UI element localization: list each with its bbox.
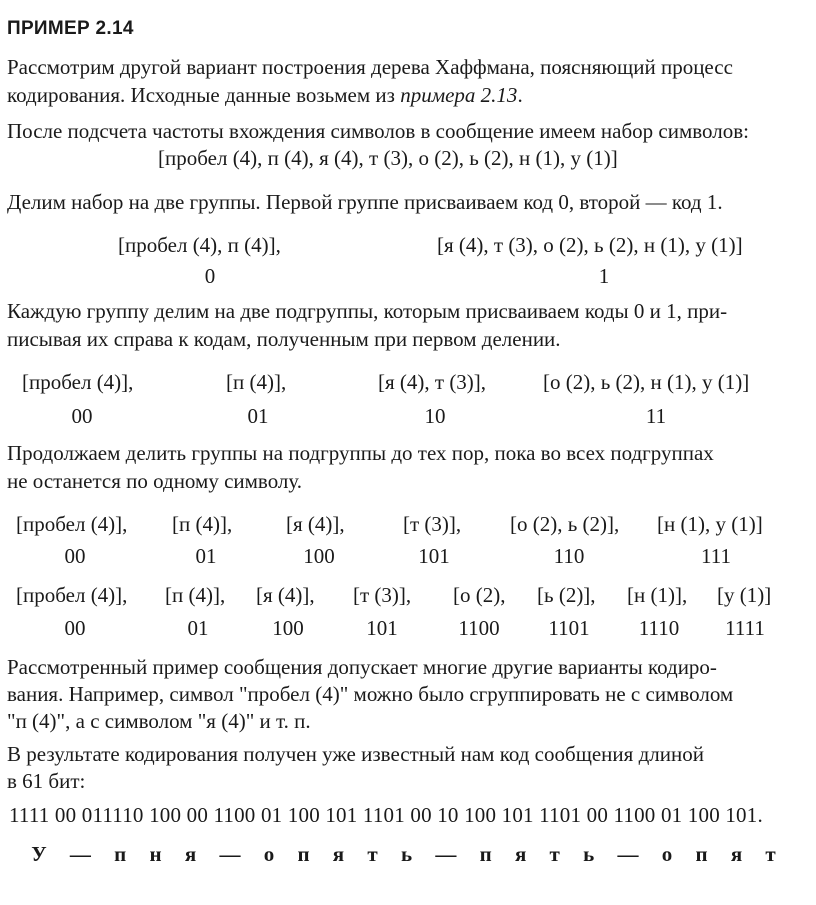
level2-code: 00: [71, 404, 93, 428]
level4-group: [у (1)]: [717, 583, 772, 607]
para2-line1: После подсчета частоты вхождения символов в сообщение имеем набор символов:: [7, 119, 749, 143]
encoded-message: 1111 00 011110 100 00 1100 01 100 101 1101 00 10 100 101 1101 00 1100 01 100 101.: [9, 803, 763, 827]
symbol-set: [пробел (4), п (4), я (4), т (3), о (2), ь (2), н (1), у (1)]: [158, 146, 618, 170]
level1-group: [я (4), т (3), о (2), ь (2), н (1), у (1)]: [437, 233, 743, 257]
level2-code: 01: [247, 404, 269, 428]
level3-group: [я (4)],: [286, 512, 345, 536]
level3-code: 111: [701, 544, 731, 568]
level2-group: [п (4)],: [226, 370, 287, 394]
level4-code: 1111: [725, 616, 765, 640]
para6-line3: "п (4)", а с символом "я (4)" и т. п.: [7, 709, 311, 733]
level3-code: 01: [195, 544, 217, 568]
level1-group: [пробел (4), п (4)],: [118, 233, 281, 257]
level4-group: [п (4)],: [165, 583, 226, 607]
para1-line2: [7, 83, 523, 108]
level3-group: [т (3)],: [403, 512, 462, 536]
example-reference: примера 2.13: [400, 83, 518, 107]
level4-group: [пробел (4)],: [16, 583, 128, 607]
level4-code: 01: [187, 616, 209, 640]
level4-code: 1100: [458, 616, 500, 640]
para1-line1: Рассмотрим другой вариант построения дерева Хаффмана, поясняющий процесс: [7, 55, 733, 79]
para7-line1: В результате кодирования получен уже известный нам код сообщения длиной: [7, 742, 704, 766]
level4-code: 00: [64, 616, 86, 640]
level1-code: 0: [204, 264, 216, 288]
decoded-phrase: У — п н я — о п я т ь — п я т ь — о п я т: [31, 842, 785, 866]
para4-line1: Каждую группу делим на две подгруппы, которым присваиваем коды 0 и 1, при-: [7, 299, 728, 323]
level4-group: [н (1)],: [627, 583, 688, 607]
level3-group: [п (4)],: [172, 512, 233, 536]
level4-group: [я (4)],: [256, 583, 315, 607]
level4-code: 101: [366, 616, 398, 640]
level2-code: 10: [424, 404, 446, 428]
level4-group: [т (3)],: [353, 583, 412, 607]
para4-line2: писывая их справа к кодам, полученным при первом делении.: [7, 327, 561, 351]
para1-line2-prefix: кодирования. Исходные данные возьмем из: [7, 83, 401, 107]
level3-code: 101: [418, 544, 450, 568]
level4-group: [о (2),: [453, 583, 506, 607]
level2-group: [пробел (4)],: [22, 370, 134, 394]
level3-code: 110: [553, 544, 585, 568]
level4-code: 1110: [638, 616, 680, 640]
para6-line1: Рассмотренный пример сообщения допускает многие другие варианты кодиро-: [7, 655, 717, 679]
example-heading: ПРИМЕР 2.14: [7, 18, 134, 39]
level3-group: [н (1), у (1)]: [657, 512, 763, 536]
level3-code: 100: [303, 544, 335, 568]
para6-line2: вания. Например, символ "пробел (4)" можно было сгруппировать не с символом: [7, 682, 734, 706]
para5-line1: Продолжаем делить группы на подгруппы до тех пор, пока во всех подгруппах: [7, 441, 714, 465]
para1-line2-suffix: .: [517, 83, 523, 107]
level2-code: 11: [645, 404, 667, 428]
level4-group: [ь (2)],: [537, 583, 596, 607]
para5-line2: не останется по одному символу.: [7, 469, 303, 493]
level4-code: 100: [272, 616, 304, 640]
para3: Делим набор на две группы. Первой группе присваиваем код 0, второй — код 1.: [7, 190, 723, 214]
level2-group: [о (2), ь (2), н (1), у (1)]: [543, 370, 750, 394]
level2-group: [я (4), т (3)],: [378, 370, 487, 394]
level3-group: [о (2), ь (2)],: [510, 512, 620, 536]
level3-code: 00: [64, 544, 86, 568]
level3-group: [пробел (4)],: [16, 512, 128, 536]
level4-code: 1101: [548, 616, 590, 640]
para7-line2: в 61 бит:: [7, 769, 86, 793]
level1-code: 1: [598, 264, 610, 288]
